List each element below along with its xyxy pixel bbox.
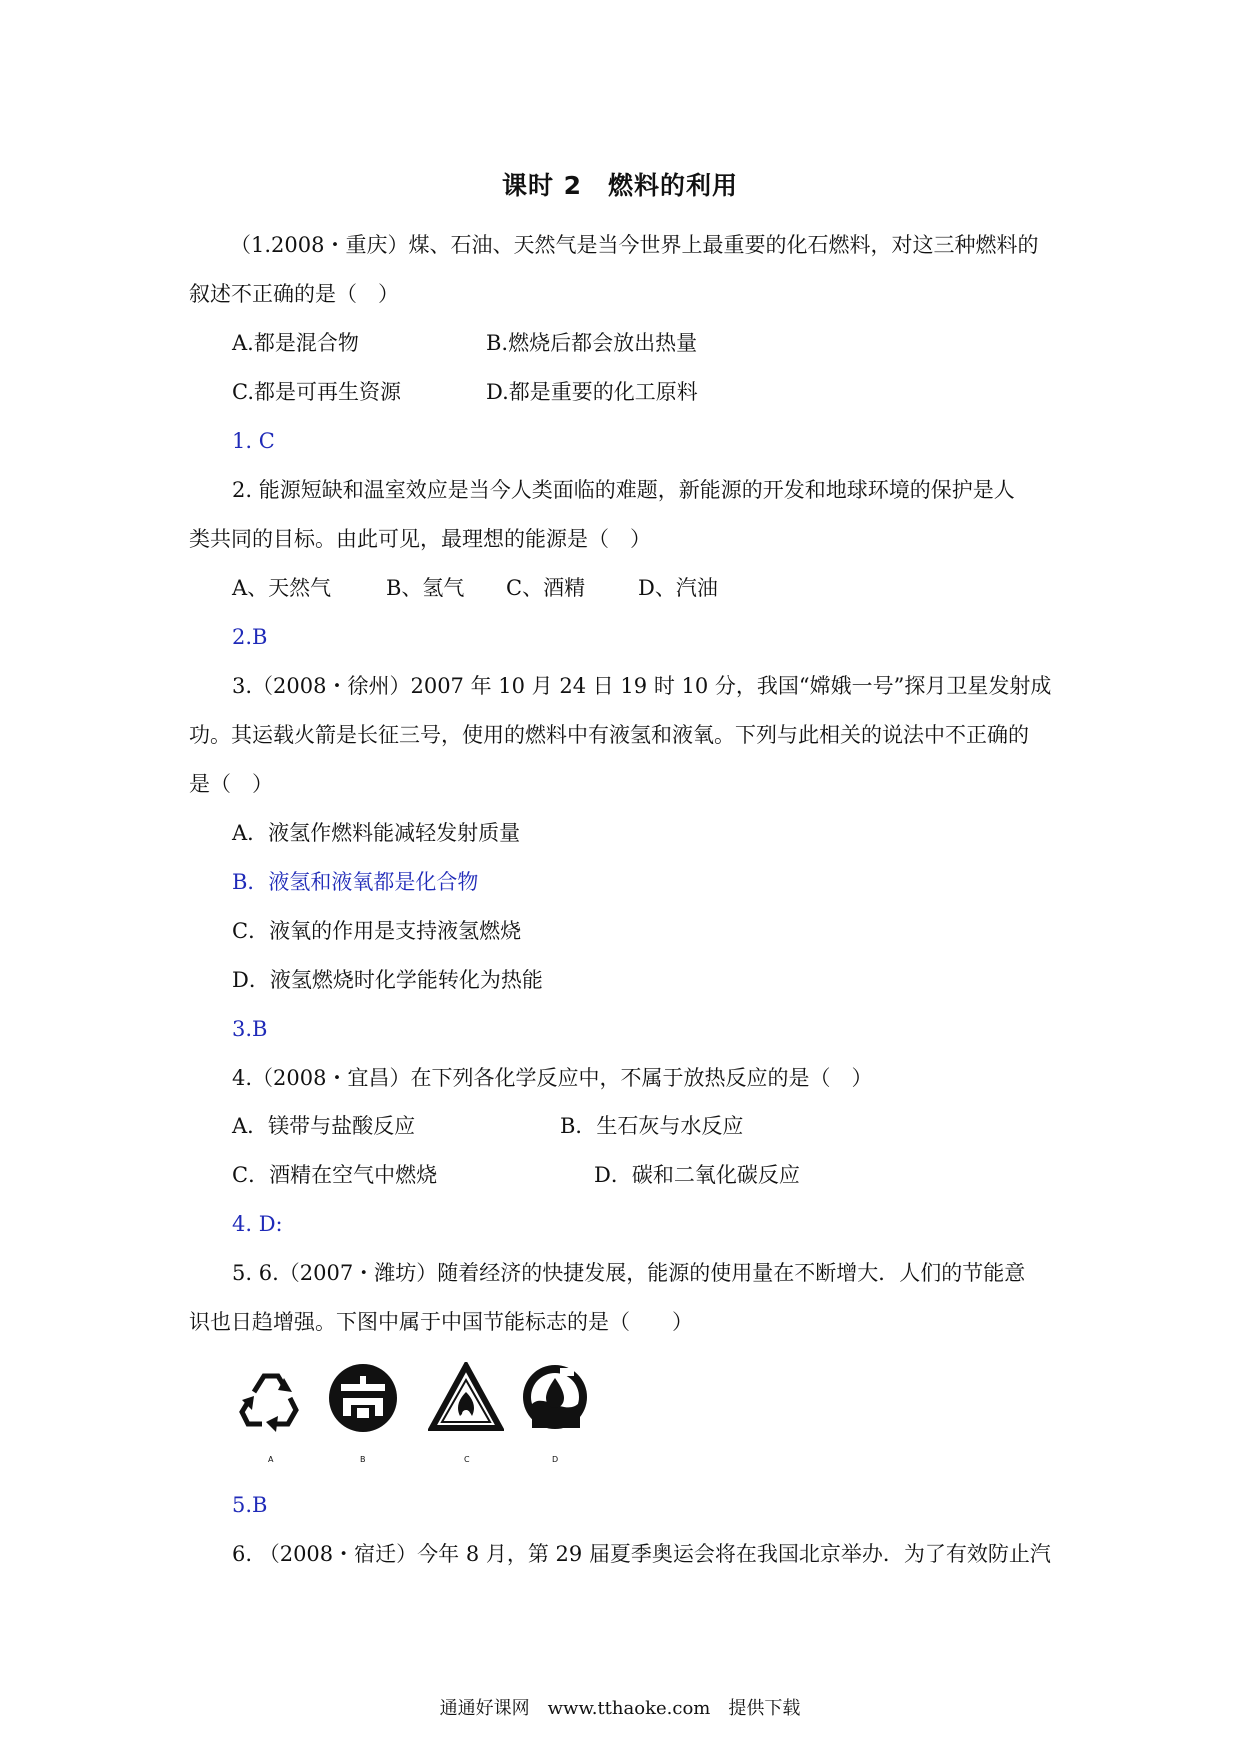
figure-label-c: C [464, 1455, 470, 1464]
q1-option-a: A.都是混合物 [232, 331, 359, 355]
figure-label-a: A [268, 1455, 274, 1464]
q3-stem-line3: 是（ ） [189, 772, 273, 796]
q4-option-b: B．生石灰与水反应 [560, 1114, 744, 1138]
q2-option-b: B、氢气 [386, 576, 465, 600]
q1-answer: 1. C [232, 429, 275, 453]
q2-stem-line1: 2. 能源短缺和温室效应是当今人类面临的难题，新能源的开发和地球环境的保护是人 [232, 478, 1015, 502]
q1-option-d: D.都是重要的化工原料 [486, 380, 698, 404]
q3-option-d: D．液氢燃烧时化学能转化为热能 [232, 968, 543, 992]
q4-option-a: A．镁带与盐酸反应 [232, 1114, 416, 1138]
q2-option-c: C、酒精 [506, 576, 586, 600]
q2-answer: 2.B [232, 625, 268, 649]
q6-stem-line1: 6. （2008・宿迁）今年 8 月，第 29 届夏季奥运会将在我国北京举办．为了有效防止汽 [232, 1542, 1051, 1566]
energy-logos-figure [232, 1362, 652, 1472]
figure-label-b: B [360, 1455, 366, 1464]
q4-answer: 4. D: [232, 1212, 283, 1236]
recycle-icon [232, 1362, 310, 1440]
q5-stem-line1: 5. 6.（2007・潍坊）随着经济的快捷发展，能源的使用量在不断增大．人们的节能意 [232, 1261, 1026, 1285]
q1-stem-line1: （1.2008・重庆）煤、石油、天然气是当今世界上最重要的化石燃料，对这三种燃料的 [230, 233, 1039, 257]
q1-option-b: B.燃烧后都会放出热量 [486, 331, 698, 355]
q4-stem-line1: 4.（2008・宜昌）在下列各化学反应中，不属于放热反应的是（ ） [232, 1066, 873, 1090]
page-footer: 通通好课网 www.tthaoke.com 提供下载 [439, 1698, 801, 1719]
q3-option-b: B．液氢和液氧都是化合物 [232, 870, 479, 894]
flammable-warning-icon [428, 1362, 504, 1432]
q5-stem-line2: 识也日趋增强。下图中属于中国节能标志的是（ ） [189, 1310, 693, 1334]
q3-stem-line1: 3.（2008・徐州）2007 年 10 月 24 日 19 时 10 分，我国“嫦娥一号”探月卫星发射成 [232, 674, 1052, 698]
q1-option-c: C.都是可再生资源 [232, 380, 401, 404]
q4-option-d: D．碳和二氧化碳反应 [594, 1163, 800, 1187]
q3-option-c: C．液氧的作用是支持液氢燃烧 [232, 919, 522, 943]
q3-stem-line2: 功。其运载火箭是长征三号，使用的燃料中有液氢和液氧。下列与此相关的说法中不正确的 [189, 723, 1029, 747]
q2-option-d: D、汽油 [638, 576, 718, 600]
water-saving-icon [520, 1362, 590, 1432]
q3-option-a: A．液氢作燃料能减轻发射质量 [232, 821, 521, 845]
q3-answer: 3.B [232, 1017, 268, 1041]
q1-stem-line2: 叙述不正确的是（ ） [189, 282, 399, 306]
q2-stem-line2: 类共同的目标。由此可见，最理想的能源是（ ） [189, 527, 651, 551]
q4-option-c: C．酒精在空气中燃烧 [232, 1163, 438, 1187]
figure-label-d: D [552, 1455, 559, 1464]
q2-option-a: A、天然气 [232, 576, 332, 600]
energy-saving-icon [327, 1362, 399, 1434]
q5-answer: 5.B [232, 1493, 268, 1517]
page-title: 课时 2 燃料的利用 [501, 171, 739, 200]
